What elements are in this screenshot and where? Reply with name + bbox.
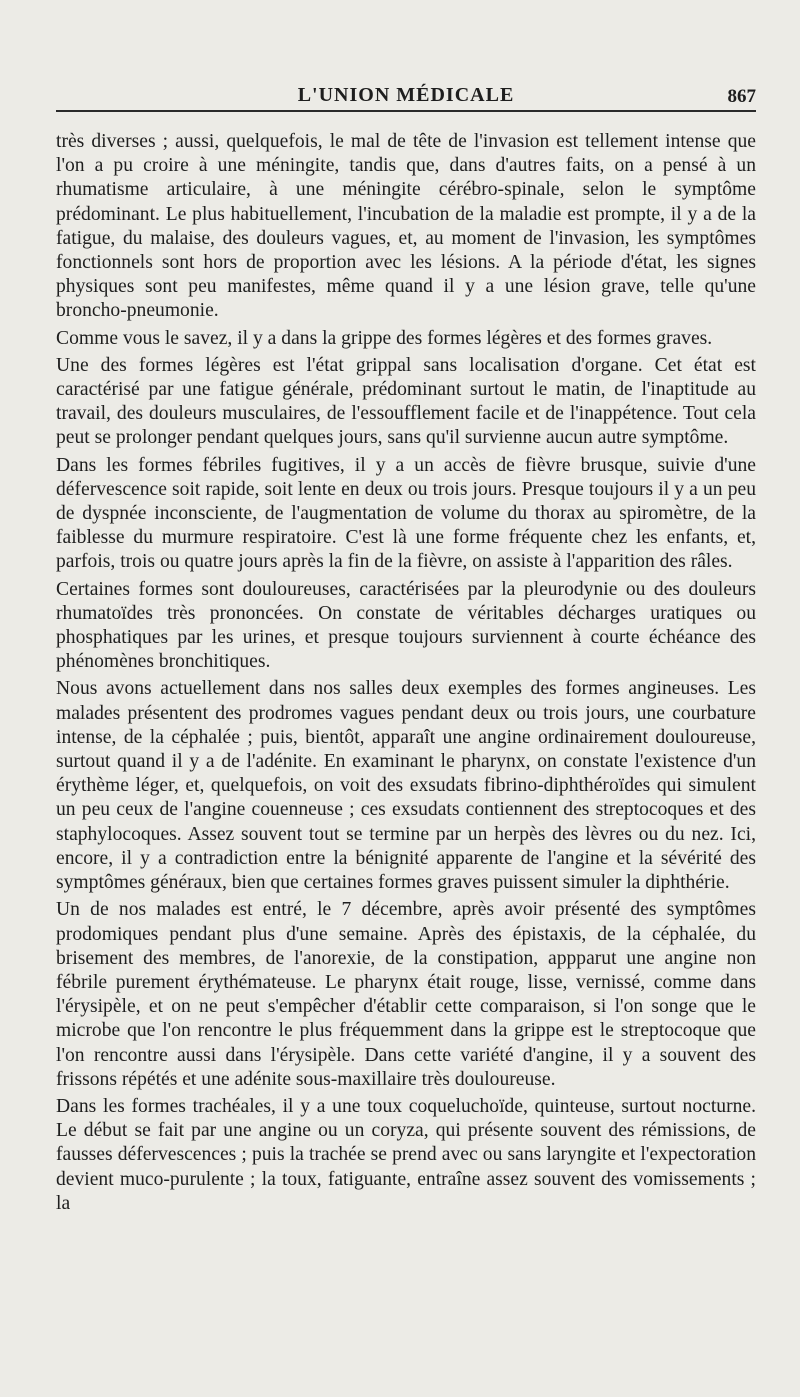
running-title: L'UNION MÉDICALE [297,84,515,106]
paragraph: très diverses ; aussi, quelquefois, le mal de tête de l'invasion est tellement intense que l'on a pu croire à une méningite, tandis que, dans d'autres faits, on a pensé à un rhumatisme articulaire, à une méningite cérébro-spinale, selon le symptôme prédominant. Le plus habituellement, l'incubation de la maladie est prompte, il y a de la fatigue, du malaise, des douleurs vagues, et, au moment de l'invasion, les symptômes fonctionnels sont hors de proportion avec les lésions. A la période d'état, les signes physiques sont peu manifestes, même quand il y a une lésion grave, telle qu'une broncho-pneumonie. [56,131,756,322]
page-header [56,84,756,110]
paragraph: Certaines formes sont douloureuses, caractérisées par la pleurodynie ou des douleurs rhumatoïdes très prononcées. On constate de véritables décharges uratiques ou phosphatiques par les urines, et presque toujours surviennent à courte échéance des phénomènes bronchitiques. [56,578,756,673]
paragraph: Dans les formes trachéales, il y a une toux coqueluchoïde, quinteuse, surtout nocturne. Le début se fait par une angine ou un coryza, qui présente souvent des rémissions, de fausses défervescences ; puis la trachée se prend avec ou sans laryngite et l'expectoration devient muco-purulente ; la toux, fatiguante, entraîne assez souvent des vomissements ; la [56,1095,756,1214]
paragraph: Nous avons actuellement dans nos salles deux exemples des formes angineuses. Les malades présentent des prodromes vagues pendant deux ou trois jours, une courbature intense, de la céphalée ; puis, bientôt, apparaît une angine ordinairement douloureuse, surtout quand il y a de l'adénite. En examinant le pharynx, on constate l'existence d'un érythème léger, et, quelquefois, on voit des exsudats fibrino-diphthéroïdes qui simulent un peu ceux de l'angine couenneuse ; ces exsudats contiennent des streptocoques et des staphylocoques. Assez souvent tout se termine par un herpès des lèvres ou du nez. Ici, encore, il y a contradiction entre la bénignité apparente de l'angine et la sévérité des symptômes généraux, bien que certaines formes graves puissent simuler la diphthérie. [56,678,756,894]
paragraph: Dans les formes fébriles fugitives, il y a un accès de fièvre brusque, suivie d'une défervescence soit rapide, soit lente en deux ou trois jours. Presque toujours il y a un peu de dyspnée inconsciente, de l'augmentation de volume du thorax au spiromètre, de la faiblesse du murmure respiratoire. C'est là une forme fréquente chez les enfants, et, parfois, trois ou quatre jours après la fin de la fièvre, on assiste à l'apparition des râles. [56,454,756,573]
header-rule [56,110,756,112]
paragraph: Un de nos malades est entré, le 7 décembre, après avoir présenté des symptômes prodomiques pendant plus d'une semaine. Après des épistaxis, de la céphalée, du brisement des membres, de l'anorexie, de la constipation, appparut une angine non fébrile purement érythémateuse. Le pharynx était rouge, lisse, vernissé, comme dans l'érysipèle, et on ne peut s'empêcher d'établir cette comparaison, si l'on songe que le microbe que l'on rencontre le plus fréquemment dans la grippe est le streptocoque que l'on rencontre aussi dans l'érysipèle. Dans cette variété d'angine, il y a souvent des frissons répétés et une adénite sous-maxillaire très douloureuse. [56,899,756,1090]
paragraph: Comme vous le savez, il y a dans la grippe des formes légères et des formes graves. [56,327,713,349]
paragraph: Une des formes légères est l'état grippal sans localisation d'organe. Cet état est caractérisé par une fatigue générale, prédominant surtout le matin, de l'inaptitude au travail, des douleurs musculaires, de l'essoufflement facile et de l'inappétence. Tout cela peut se prolonger pendant quelques jours, sans qu'il survienne aucun autre symptôme. [56,354,756,449]
page-number: 867 [727,86,756,107]
body-text [56,130,756,1219]
